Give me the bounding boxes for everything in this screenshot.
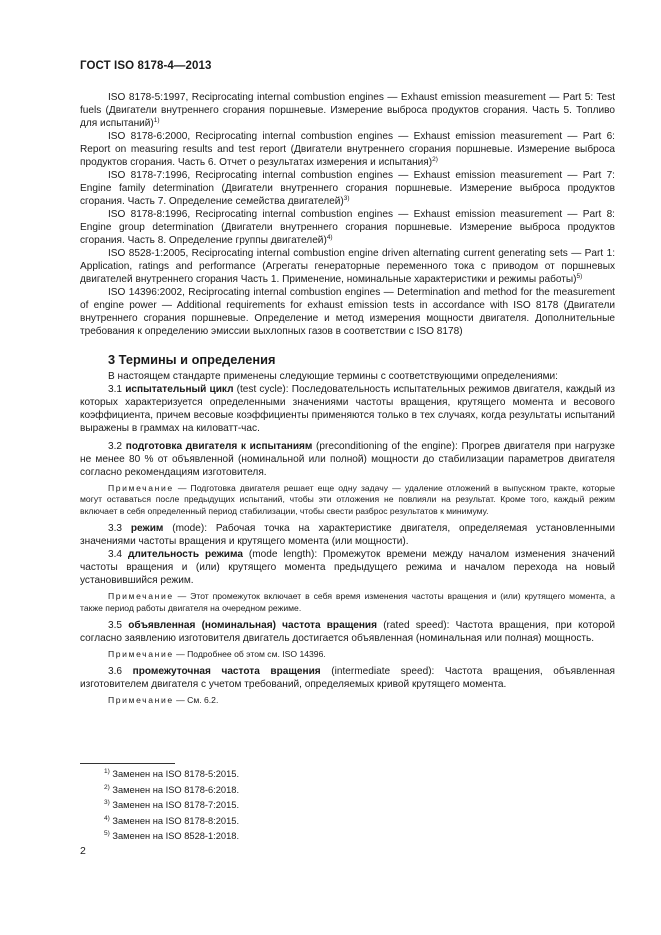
note-label: Примечание <box>108 483 174 493</box>
footnote-mark: 4) <box>326 234 333 241</box>
term-definition: 3.4 длительность режима (mode length): Промежуток времени между началом изменения значений частоты вращения и (или) крутящего момента предыдущего режима и началом перехода на новый установившийся режим. <box>80 549 615 587</box>
page-number: 2 <box>80 845 86 857</box>
footnote: $^{3)}$ Заменен на ISO 8178-7:2015. <box>104 799 240 810</box>
footnote: $^{5)}$ Заменен на ISO 8528-1:2018. <box>104 830 240 841</box>
reference-item: ISO 8528-1:2005, Reciprocating internal combustion engine driven alternating current generating sets — Part 1: Application, ratings and performance (Агрегаты генераторные переменного тока с приводом от поршневых двигателей внутреннего сгорания Часть 1. Применение, номинальные характеристики и режимы работы)$^{5)}$ <box>80 248 615 285</box>
footnote: $^{2)}$ Заменен на ISO 8178-6:2018. <box>104 783 240 795</box>
reference-item: ISO 8178-7:1996, Reciprocating internal combustion engines — Exhaust emission measurement — Part 7: Engine family determination (Двигатели внутреннего сгорания поршневые. Измерение выброса продуктов сгорания. Часть 7. Определение семейства двигателей)$^{3)}$ <box>80 170 615 207</box>
section-intro: В настоящем стандарте применены следующие термины с соответствующими определениями: <box>108 371 558 382</box>
note: Примечание — Этот промежуток включает в себя время изменения частоты вращения и (или) крутящего момента, а также период работы двигателя на очередном режиме. <box>80 591 615 613</box>
footnote-mark: 1) <box>153 117 160 124</box>
reference-item: ISO 8178-5:1997, Reciprocating internal combustion engines — Exhaust emission measurement — Part 5: Test fuels (Двигатели внутреннего сгорания поршневые. Измерение выброса продуктов сгорания. Часть 5. Топливо для испытаний)$^{1)}$ <box>80 92 615 129</box>
footnotes <box>104 767 239 845</box>
term-name: испытательный цикл <box>125 384 234 395</box>
footnote-mark: 2) <box>432 156 438 163</box>
note: Примечание — См. 6.2. <box>108 695 219 706</box>
footnote-mark: 5) <box>576 273 583 280</box>
note-label: Примечание <box>108 591 174 602</box>
footnote-mark: 3) <box>343 195 350 202</box>
term-definition: 3.6 промежуточная частота вращения (intermediate speed): Частота вращения, объявленная изготовителем двигателя с учетом требований, определяемых кривой крутящего момента. <box>80 666 615 691</box>
reference-item: ISO 8178-8:1996, Reciprocating internal combustion engines — Exhaust emission measurement — Part 8: Engine group determination (Двигатели внутреннего сгорания поршневые. Измерение выброса продуктов сгорания. Часть 8. Определение группы двигателей)$^{4)}$ <box>80 209 615 246</box>
term-name: режим <box>130 523 164 535</box>
note: Примечание — Подготовка двигателя решает еще одну задачу — удаление отложений в выпускном тракте, которые могут оставаться после предыдущих испытаний, чтобы эти отложения не повлияли на результат. Кроме того, каждый режим включает в себя определенный период стабилизации, чтобы свести разброс результатов к минимуму. <box>80 483 615 516</box>
term-name: длительность режима <box>127 549 243 561</box>
reference-item: ISO 8178-6:2000, Reciprocating internal combustion engines — Exhaust emission measurement — Part 6: Report on measuring results and test report (Двигатели внутреннего сгорания поршневые. Измерение выброса продуктов сгорания. Часть 6. Отчет о результатах измерения и испытания)$^{2)}$ <box>80 131 615 168</box>
note-label: Примечание <box>108 649 174 660</box>
term-name: подготовка двигателя к испытаниям <box>125 441 313 452</box>
footnote: $^{1)}$ Заменен на ISO 8178-5:2015. <box>104 768 240 779</box>
footnote-divider <box>80 763 175 764</box>
section-heading: 3 Термины и определения <box>108 352 276 367</box>
footnote: $^{4)}$ Заменен на ISO 8178-8:2015. <box>104 814 240 826</box>
note-label: Примечание <box>108 695 174 706</box>
note: Примечание — Подробнее об этом см. ISO 14396. <box>108 649 326 660</box>
term-definition: 3.3 режим (mode): Рабочая точка на характеристике двигателя, определяемая установленными значениями частоты вращения и крутящего момента (или мощности). <box>80 523 615 548</box>
term-definition: 3.5 объявленная (номинальная) частота вращения (rated speed): Частота вращения, при которой согласно заявлению изготовителя двигатель достигается объявленная (номинальная или полная) мощность. <box>80 620 615 645</box>
term-name: объявленная (номинальная) частота вращения <box>128 620 378 632</box>
running-header: ГОСТ ISO 8178-4—2013 <box>80 60 212 72</box>
term-definition: 3.1 испытательный цикл (test cycle): Последовательность испытательных режимов двигателя, каждый из которых характеризуется определенными значениями частоты вращения, крутящего момента и весового коэффициента, причем весовые коэффициенты применяются только в тех случаях, когда результаты испытаний выражены в граммах на киловатт-час. <box>80 384 616 434</box>
term-definition: 3.2 подготовка двигателя к испытаниям (preconditioning of the engine): Прогрев двигателя при нагрузке не менее 80 % от объявленной (номинальной или полной) мощности до стабилизации параметров двигателя согласно рекомендациям изготовителя. <box>80 441 616 478</box>
page-body <box>80 91 615 710</box>
reference-item: ISO 14396:2002, Reciprocating internal combustion engines — Determination and method for the measurement of engine power — Additional requirements for exhaust emission tests in accordance with ISO 8178 (Двигатели внутреннего сгорания поршневые. Определение и метод измерения мощности двигателя. Дополнительные требования к определению эмиссии выхлопных газов в соответствии с ISO 8178) <box>80 287 615 337</box>
term-name: промежуточная частота вращения <box>132 666 321 678</box>
